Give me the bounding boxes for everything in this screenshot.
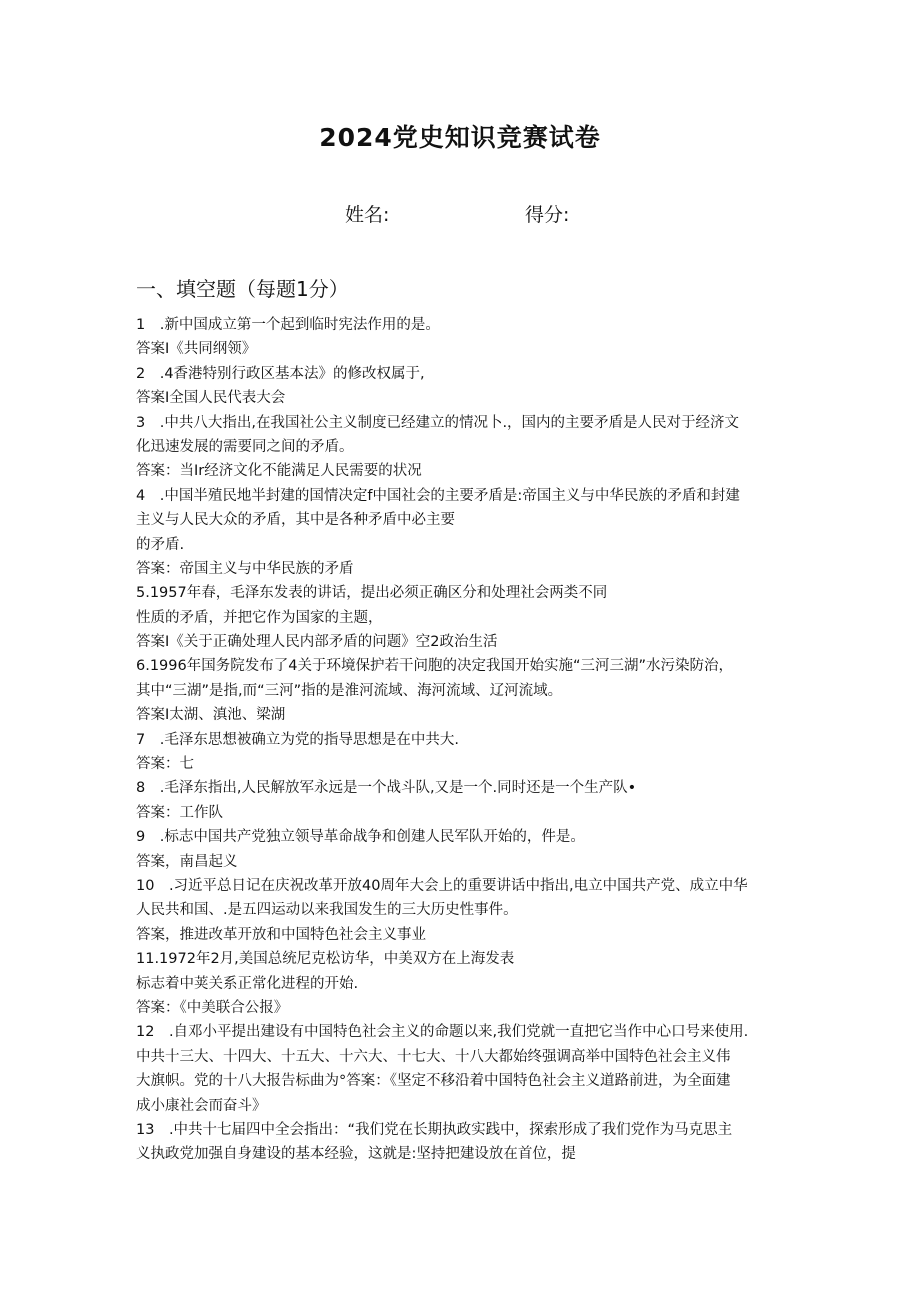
name-label: 姓名:: [345, 204, 390, 226]
text-line: 答案，南昌起义: [136, 853, 238, 870]
text-line: 标志着中荚关系正常化进程的开始.: [136, 975, 359, 992]
question-list: [136, 313, 796, 1167]
text-line: 9 .标志中国共产党独立领导革命战争和创建人民军队开始的，件是。: [136, 829, 585, 846]
text-line: 12 .自邓小平提出建设有中国特色社会主义的命题以来,我们党就一直把它当作中心口号来使用.: [136, 1024, 749, 1041]
text-line: 5.1957年春，毛泽东发表的讲话，提出必须正确区分和处理社会两类不同: [136, 585, 608, 602]
text-line: 人民共和国、.是五四运动以来我国发生的三大历史性事件。: [136, 902, 518, 919]
text-line: 化迅速发展的需要同之间的矛盾。: [136, 438, 354, 455]
text-line: 答案：《中美联合公报》: [136, 999, 289, 1016]
text-line: 答案I《关于正确处理人民内部矛盾的问题》空2政治生活: [136, 634, 498, 651]
text-line: 答案：七: [136, 756, 194, 773]
text-line: 8 .毛泽东指出,人民解放军永远是一个战斗队,又是一个.同时还是一个生产队•: [136, 780, 637, 797]
text-line: 答案I全国人民代表大会: [136, 390, 286, 407]
text-line: 答案，推进改革开放和中国特色社会主义事业: [136, 926, 426, 943]
text-line: 4 .中国半殖民地半封建的国情决定f中国社会的主要矛盾是:帝国主义与中华民族的矛盾和封建: [136, 487, 740, 504]
text-line: 10 .习近平总日记在庆祝改革开放40周年大会上的重要讲话中指出,电立中国共产党、成立中华: [136, 877, 748, 894]
text-line: 答案：帝国主义与中华民族的矛盾: [136, 560, 354, 577]
text-line: 性质的矛盾，并把它作为国家的主题，: [136, 609, 383, 626]
page-title: 2024党史知识竞赛试卷: [319, 123, 601, 152]
text-line: 成小康社会而奋斗》: [136, 1097, 267, 1114]
text-line: 答案I太湖、滇池、梁湖: [136, 707, 286, 724]
text-line: 2 .4香港特别行政区基本法》的修改权属于,: [136, 365, 425, 382]
text-line: 13 .中共十七届四中全会指出：“我们党在长期执政实践中，探索形成了我们党作为马克思主: [136, 1121, 733, 1138]
student-info: [345, 200, 569, 227]
text-line: 主义与人民大众的矛盾，其中是各种矛盾中必主要: [136, 512, 455, 529]
text-line: 6.1996年国务院发布了4关于环境保护若干问胞的决定我国开始实施“三河三湖”水污染防治，: [136, 658, 733, 675]
text-line: 大旗帜。党的十八大报告标曲为°答案：《坚定不移沿着中国特色社会主义道路前进，为全面建: [136, 1073, 731, 1090]
section-heading: 一、填空题（每题1分）: [136, 277, 349, 301]
text-line: 的矛盾.: [136, 536, 185, 553]
text-line: 答案：当Ir经济文化不能满足人民需要的状况: [136, 463, 422, 480]
text-line: 义执政党加强自身建设的基本经验，这就是:坚持把建设放在首位，提: [136, 1146, 576, 1163]
text-line: 中共十三大、十四大、十五大、十六大、十七大、十八大都始终强调高举中国特色社会主义伟: [136, 1048, 731, 1065]
text-line: 1 .新中国成立第一个起到临时宪法作用的是。: [136, 317, 440, 333]
text-line: 3 .中共八大指出,在我国社公主义制度已经建立的情况卜.，国内的主要矛盾是人民对于经济文: [136, 414, 740, 431]
text-line: 其中“三湖”是指,而“三河”指的是淮河流域、海河流域、辽河流域。: [136, 682, 563, 699]
text-line: 答案：工作队: [136, 804, 223, 821]
text-line: 7 .毛泽东思想被确立为党的指导思想是在中共大.: [136, 731, 459, 748]
score-label: 得分:: [525, 204, 570, 226]
text-line: 11.1972年2月,美国总统尼克松访华，中美双方在上海发表: [136, 951, 515, 968]
text-line: 答案I《共同纲领》: [136, 341, 257, 358]
